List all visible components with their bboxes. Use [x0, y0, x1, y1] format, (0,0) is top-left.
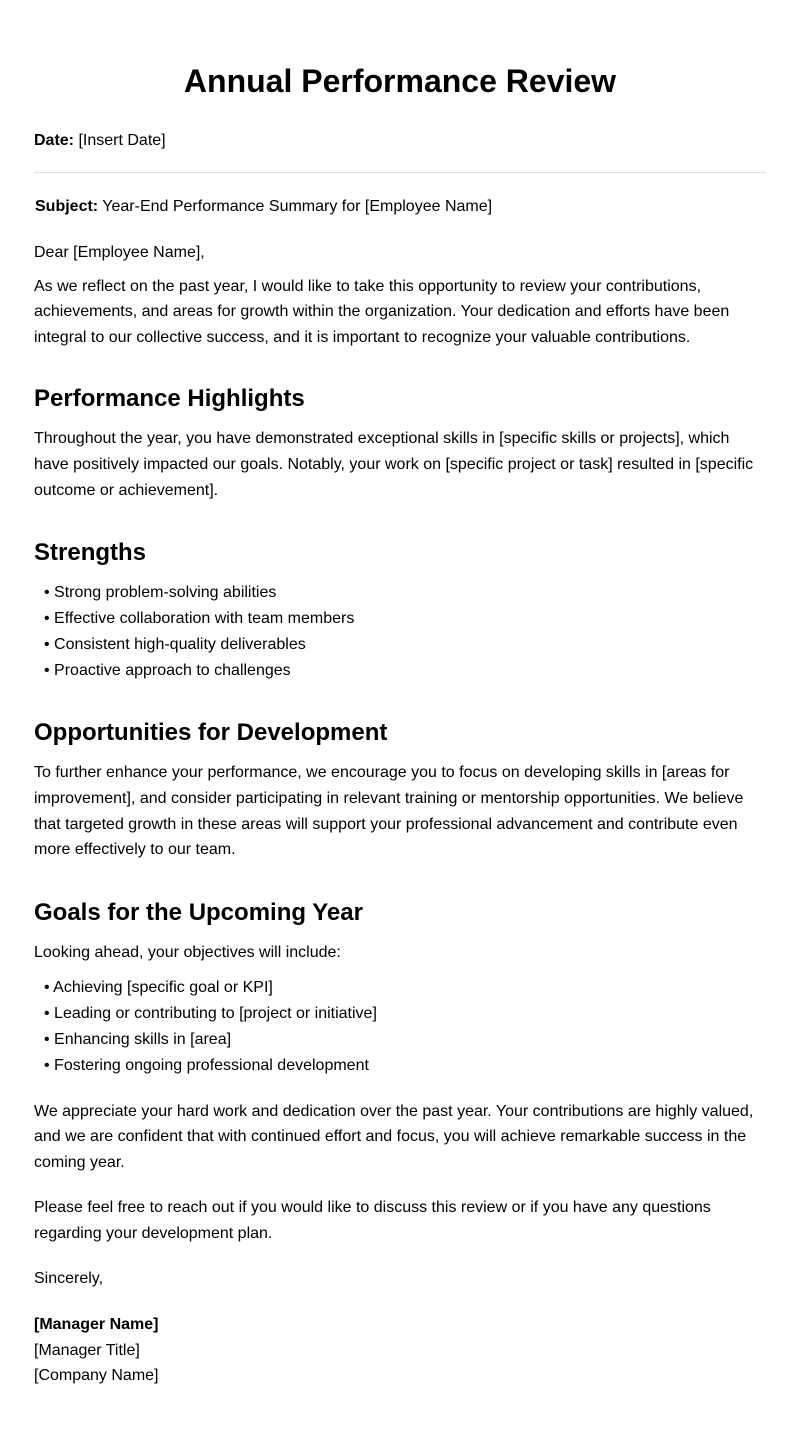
- section-heading-highlights: Performance Highlights: [34, 385, 305, 413]
- page-title: Annual Performance Review: [183, 63, 617, 99]
- highlights-paragraph: Throughout the year, you have demonstrated exceptional skills in [specific skills or projects], which have positively impacted our goals. Notably, your work on [specific project or task] resulted in [specific outcome or achievement].: [34, 430, 754, 499]
- list-item: • Consistent high-quality deliverables: [44, 632, 766, 658]
- manager-title: [Manager Title]: [34, 1341, 140, 1359]
- subject-label: Subject:: [35, 198, 99, 215]
- section-heading-development: Opportunities for Development: [34, 719, 388, 747]
- signature-block: [34, 1312, 766, 1389]
- list-item: • Enhancing skills in [area]: [44, 1027, 766, 1053]
- date-line: [34, 131, 166, 151]
- date-value: [Insert Date]: [78, 132, 166, 149]
- section-heading-goals: Goals for the Upcoming Year: [34, 898, 363, 926]
- strengths-list: [34, 580, 766, 683]
- list-item: • Strong problem-solving abilities: [44, 580, 766, 606]
- development-paragraph: To further enhance your performance, we encourage you to focus on developing skills in [areas for improvement], and consider participating in relevant training or mentorship opportunities. We believe that targeted growth in these areas will support your professional advancement and contribute even more effectively to our team.: [34, 764, 744, 859]
- divider: [34, 172, 766, 173]
- list-item: • Achieving [specific goal or KPI]: [44, 975, 766, 1001]
- list-item: • Effective collaboration with team members: [44, 606, 766, 632]
- goals-list: [34, 975, 766, 1078]
- section-heading-strengths: Strengths: [34, 539, 147, 567]
- subject-value: Year-End Performance Summary for [Employee Name]: [102, 198, 493, 215]
- intro-paragraph: As we reflect on the past year, I would like to take this opportunity to review your contributions, achievements, and areas for growth within the organization. Your dedication and efforts have been integral to our collective success, and it is important to recognize your valuable contributions.: [34, 277, 730, 346]
- date-label: Date:: [34, 132, 75, 149]
- discuss-paragraph: Please feel free to reach out if you would like to discuss this review or if you have any questions regarding your development plan.: [34, 1199, 711, 1242]
- manager-name: [Manager Name]: [34, 1316, 159, 1334]
- subject-line: [35, 197, 492, 217]
- list-item: • Leading or contributing to [project or initiative]: [44, 1001, 766, 1027]
- greeting: Dear [Employee Name],: [34, 244, 205, 261]
- goals-intro: Looking ahead, your objectives will include:: [34, 943, 341, 961]
- closing-paragraph: We appreciate your hard work and dedication over the past year. Your contributions are highly valued, and we are confident that with continued effort and focus, you will achieve remarkable success in the coming year.: [34, 1102, 754, 1171]
- list-item: • Fostering ongoing professional development: [44, 1053, 766, 1079]
- company-name: [Company Name]: [34, 1367, 159, 1385]
- letter-body: [34, 240, 766, 1389]
- list-item: • Proactive approach to challenges: [44, 658, 766, 684]
- signoff: Sincerely,: [34, 1270, 104, 1288]
